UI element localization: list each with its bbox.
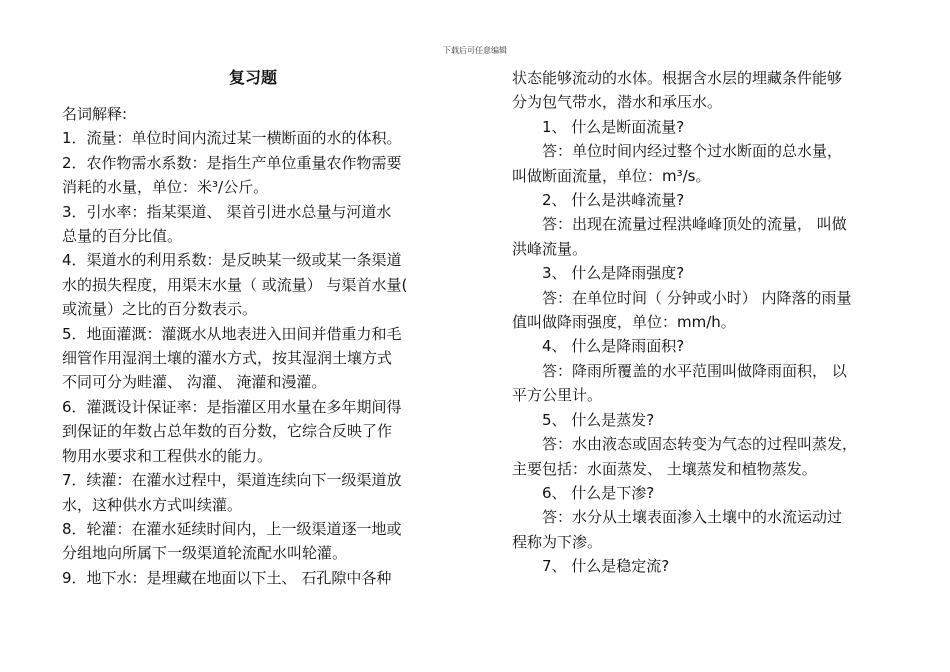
left-column bbox=[62, 66, 444, 590]
text-line: 7．续灌：在灌水过程中，渠道连续向下一级渠道放 bbox=[62, 471, 402, 490]
text-line: 总量的百分比值。 bbox=[62, 227, 183, 246]
text-line: 9．地下水：是埋藏在地面以下土、 石孔隙中各种 bbox=[62, 568, 392, 587]
text-line: 8．轮灌：在灌水延续时间内，上一级渠道逐一地或 bbox=[62, 519, 402, 538]
text-line: 或流量）之比的百分数表示。 bbox=[62, 300, 258, 319]
text-line: 状态能够流动的水体。根据含水层的埋藏条件能够 bbox=[512, 69, 843, 87]
text-line: 2．农作物需水系数：是指生产单位重量农作物需要 bbox=[62, 153, 402, 172]
text-line: 6．灌溉设计保证率：是指灌区用水量在多年期间得 bbox=[62, 397, 402, 416]
text-line: 叫做断面流量，单位：m³/s。 bbox=[512, 166, 711, 185]
text-line: 消耗的水量，单位：米³/公斤。 bbox=[62, 178, 269, 197]
text-line: 水的损失程度，用渠末水量（ 或流量） 与渠首水量( bbox=[62, 275, 408, 294]
text-line: 细管作用湿润土壤的灌水方式，按其湿润土壤方式 bbox=[62, 349, 393, 368]
text-line: 主要包括：水面蒸发、 土壤蒸发和植物蒸发。 bbox=[512, 459, 817, 478]
text-line: 名词解释: bbox=[62, 105, 128, 123]
text-line: 水，这种供水方式叫续灌。 bbox=[62, 495, 243, 514]
text-line: 答：水由液态或固态转变为气态的过程叫蒸发， bbox=[542, 435, 858, 454]
text-line: 7、 什么是稳定流? bbox=[542, 557, 670, 576]
text-line: 物用水要求和工程供水的能力。 bbox=[62, 446, 273, 465]
text-line: 分组地向所属下一级渠道轮流配水叫轮灌。 bbox=[62, 544, 348, 563]
left-text-body bbox=[62, 102, 444, 590]
text-line: 答：水分从土壤表面渗入土壤中的水流运动过 bbox=[542, 508, 843, 527]
text-line: 1、 什么是断面流量? bbox=[542, 117, 685, 136]
text-line: 答：单位时间内经过整个过水断面的总水量， bbox=[542, 142, 843, 161]
text-line: 3．引水率：指某渠道、 渠首引进水总量与河道水 bbox=[62, 202, 392, 221]
text-line: 5、 什么是蒸发? bbox=[542, 410, 655, 429]
text-line: 不同可分为畦灌、 沟灌、 淹灌和漫灌。 bbox=[62, 373, 327, 392]
text-line: 4．渠道水的利用系数：是反映某一级或某一条渠道 bbox=[62, 251, 402, 270]
text-line: 洪峰流量。 bbox=[512, 239, 588, 258]
text-line: 到保证的年数占总年数的百分数，它综合反映了作 bbox=[62, 422, 393, 441]
text-line: 1．流量：单位时间内流过某一横断面的水的体积。 bbox=[62, 129, 402, 148]
text-line: 值叫做降雨强度，单位：mm/h。 bbox=[512, 313, 736, 332]
page-title: 复习题 bbox=[228, 68, 277, 87]
text-line: 4、 什么是降雨面积? bbox=[542, 337, 685, 356]
text-line: 答：在单位时间（ 分钟或小时） 内降落的雨量 bbox=[542, 288, 852, 307]
text-line: 程称为下渗。 bbox=[512, 532, 603, 551]
text-line: 平方公里计。 bbox=[512, 386, 603, 405]
text-line: 5．地面灌溉：灌溉水从地表进入田间并借重力和毛 bbox=[62, 324, 402, 343]
text-line: 6、 什么是下渗? bbox=[542, 483, 655, 502]
text-line: 2、 什么是洪峰流量? bbox=[542, 191, 685, 210]
right-text-body bbox=[512, 66, 892, 579]
page-header: 下载后可任意编辑 bbox=[443, 46, 507, 55]
text-line: 3、 什么是降雨强度? bbox=[542, 264, 685, 283]
text-line: 分为包气带水，潜水和承压水。 bbox=[512, 93, 723, 112]
text-line: 答：出现在流量过程洪峰峰顶处的流量， 叫做 bbox=[542, 215, 847, 234]
text-line: 答：降雨所覆盖的水平范围叫做降雨面积， 以 bbox=[542, 361, 847, 380]
right-column bbox=[512, 66, 892, 579]
